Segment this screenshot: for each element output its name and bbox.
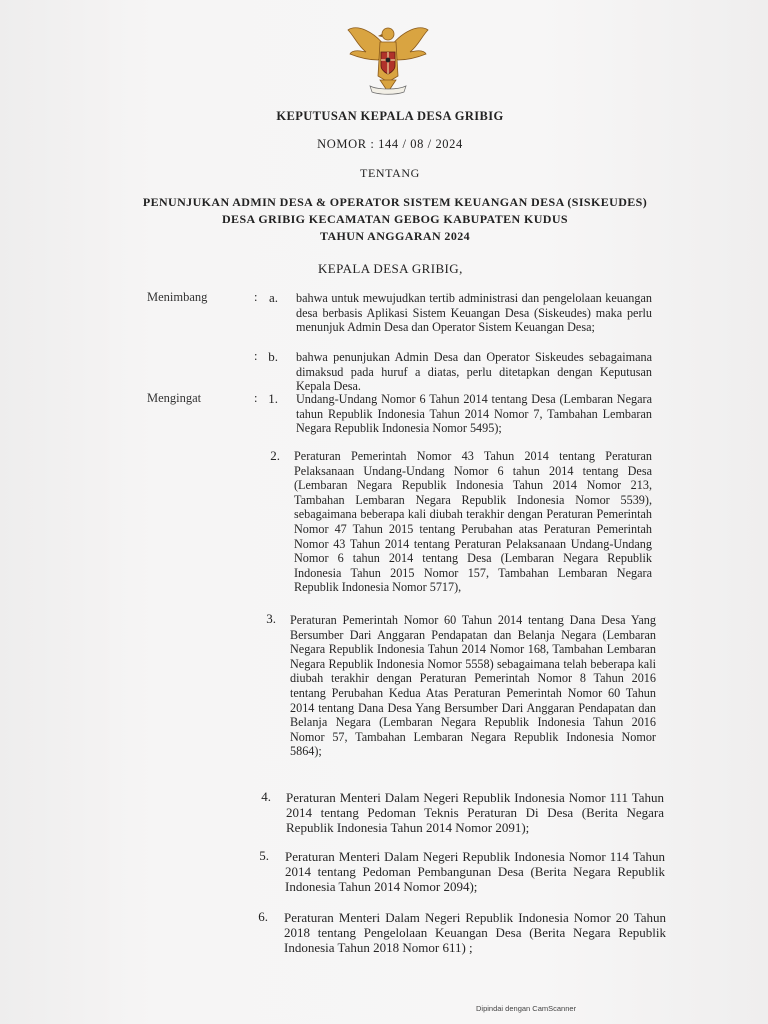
garuda-pancasila-emblem-icon [344,20,432,98]
menimbang-item-text: bahwa penunjukan Admin Desa dan Operator Siskeudes sebagaimana dimaksud pada huruf a diatas, perlu ditetapkan dengan Keputusan Kepala Desa. [296,350,652,394]
menimbang-item-marker: b. [268,349,278,364]
decree-tentang: TENTANG [360,166,420,180]
mengingat-item-text: Peraturan Menteri Dalam Negeri Republik Indonesia Nomor 111 Tahun 2014 tentang Pedoman Teknis Peraturan Di Desa (Berita Negara Republik Indonesia Tahun 2014 Nomor 2091); [286,790,664,835]
mengingat-item-text: Peraturan Pemerintah Nomor 60 Tahun 2014 tentang Dana Desa Yang Bersumber Dari Anggaran Pendapatan dan Belanja Negara (Lembaran Negara Republik Indonesia Tahun 2014 Nomor 168, Tambahan Lembaran Negara Republik Indonesia Nomor 5558) sebagaimana telah beberapa kali diubah terakhir dengan Peraturan Pemerintah Nomor 8 Tahun 2016 tentang Perubahan Kedua Atas Peraturan Pemerintah Nomor 60 Tahun 2014 tentang Dana Desa Yang Bersumber Dari Anggaran Pendapatan dan Belanja Negara (Lembaran Negara Republik Indonesia Tahun 2016 Nomor 57, Tambahan Lembaran Negara Republik Indonesia Nomor 5864); [290,613,656,759]
mengingat-item-marker: 3. [266,611,276,626]
mengingat-item-text: Peraturan Pemerintah Nomor 43 Tahun 2014 tentang Peraturan Pelaksanaan Undang-Undang Nomor 6 tahun 2014 tentang Desa (Lembaran Negara Republik Indonesia Tahun 2014 Nomor 213, Tambahan Lembaran Negara Republik Indonesia Nomor 5539), sebagaimana beberapa kali diubah terakhir dengan Peraturan Pemerintah Nomor 47 Tahun 2015 tentang Perubahan atas Peraturan Pemerintah Nomor 43 Tahun 2014 tentang Peraturan Pelaksanaan Undang-Undang Nomor 6 tahun 2014 tentang Desa (Lembaran Negara Republik Indonesia Tahun 2015 Nomor 157, Tambahan Lembaran Negara Republik Indonesia Nomor 5717), [294,449,652,595]
mengingat-item-text: Peraturan Menteri Dalam Negeri Republik Indonesia Nomor 20 Tahun 2018 tentang Pengelolaan Keuangan Desa (Berita Negara Republik Indonesia Tahun 2018 Nomor 611) ; [284,910,666,955]
issuing-official: KEPALA DESA GRIBIG, [318,261,463,276]
subject-line: TAHUN ANGGARAN 2024 [319,229,471,243]
menimbang-item-text: bahwa untuk mewujudkan tertib administrasi dan pengelolaan keuangan desa berbasis Aplikasi Sistem Keuangan Desa (Siskeudes) maka perlu menunjuk Admin Desa dan Operator Sistem Keuangan Desa; [296,291,652,335]
mengingat-item-marker: 5. [259,848,269,863]
menimbang-colon: : [254,290,258,304]
mengingat-colon: : [254,391,258,405]
mengingat-item-marker: 1. [268,391,278,406]
mengingat-item-text: Undang-Undang Nomor 6 Tahun 2014 tentang Desa (Lembaran Negara tahun Republik Indonesia Tahun 2014 Nomor 7, Tambahan Lembaran Negara Republik Indonesia Nomor 5495); [296,392,652,436]
scanner-watermark: Dipindai dengan CamScanner [476,1004,577,1013]
menimbang-item-marker: a. [268,290,278,305]
mengingat-item-marker: 6. [258,909,268,924]
subject-line: PENUNJUKAN ADMIN DESA & OPERATOR SISTEM KEUANGAN DESA (SISKEUDES) [142,195,648,209]
subject-line: DESA GRIBIG KECAMATAN GEBOG KABUPATEN KUDUS [221,212,569,226]
decree-subject [90,194,700,245]
mengingat-item-marker: 4. [261,789,271,804]
menimbang-colon: : [254,349,258,363]
mengingat-label: Mengingat [147,391,202,405]
menimbang-label: Menimbang [147,290,208,304]
decree-title: KEPUTUSAN KEPALA DESA GRIBIG [276,109,504,123]
mengingat-item-text: Peraturan Menteri Dalam Negeri Republik Indonesia Nomor 114 Tahun 2014 tentang Pedoman Pembangunan Desa (Berita Negara Republik Indonesia Tahun 2014 Nomor 2094); [285,849,665,894]
decree-number: NOMOR : 144 / 08 / 2024 [317,137,463,151]
mengingat-item-marker: 2. [270,448,280,463]
